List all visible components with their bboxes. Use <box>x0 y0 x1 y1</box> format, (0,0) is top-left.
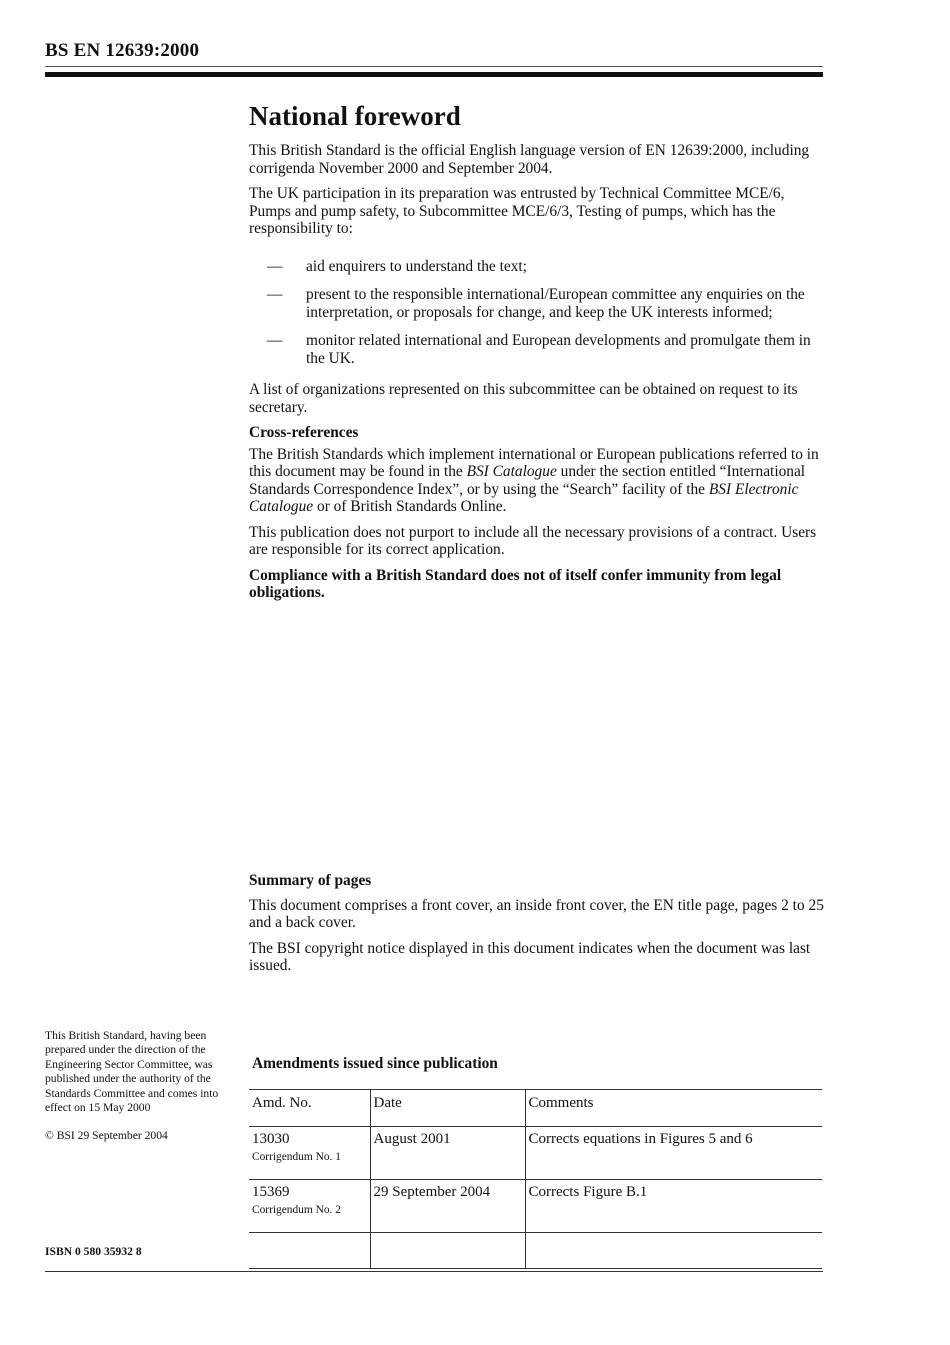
date-cell: August 2001 <box>370 1127 525 1180</box>
column-header: Amd. No. <box>249 1090 370 1127</box>
header-rule-thin <box>45 66 823 67</box>
comments-cell: Corrects equations in Figures 5 and 6 <box>525 1127 822 1180</box>
table-row <box>249 1127 822 1180</box>
list-item: — aid enquirers to understand the text; <box>267 257 527 275</box>
summary-of-pages <box>249 872 824 983</box>
header-rule-thick <box>45 72 823 77</box>
table-row <box>249 1180 822 1233</box>
page-title: National foreword <box>249 101 461 131</box>
isbn: ISBN 0 580 35932 8 <box>45 1245 142 1258</box>
compliance-statement: Compliance with a British Standard does not of itself confer immunity from legal obligations. <box>249 566 782 601</box>
corrigendum-label: Corrigendum No. 1 <box>252 1151 341 1163</box>
bsi-catalogue-ref: BSI Catalogue <box>466 463 557 480</box>
summary-heading: Summary of pages <box>249 872 372 889</box>
document-id: BS EN 12639:2000 <box>45 40 200 61</box>
amendments-table <box>249 1089 822 1269</box>
contract-paragraph: This publication does not purport to include all the necessary provisions of a contract. Users are responsible for its correct application. <box>249 523 817 558</box>
footer-rule <box>45 1271 823 1272</box>
copyright-line: © BSI 29 September 2004 <box>45 1129 168 1143</box>
pages-paragraph: This document comprises a front cover, an inside front cover, the EN title page, pages 2 to 25 and a back cover. <box>249 896 824 931</box>
comments-cell: Corrects Figure B.1 <box>525 1180 822 1233</box>
organizations-paragraph: A list of organizations represented on this subcommittee can be obtained on request to its secretary. <box>249 381 798 416</box>
column-header: Date <box>370 1090 525 1127</box>
date-cell: 29 September 2004 <box>370 1180 525 1233</box>
crossref-heading: Cross-references <box>249 424 359 441</box>
participation-paragraph: The UK participation in its preparation was entrusted by Technical Committee MCE/6, Pumps and pump safety, to Subcommittee MCE/6/3, Testing of pumps, which has the responsibility to: <box>249 185 785 237</box>
dash-marker: — <box>267 257 283 275</box>
list-item: — present to the responsible international/European committee any enquiries on the interpretation, or proposals for change, and keep the UK interests informed; <box>267 286 805 321</box>
dash-marker: — <box>267 332 283 349</box>
copyright-notice-paragraph: The BSI copyright notice displayed in this document indicates when the document was last issued. <box>249 939 811 974</box>
national-foreword <box>249 100 824 610</box>
table-row-empty <box>249 1233 822 1269</box>
table-header-row <box>249 1090 822 1127</box>
dash-marker: — <box>267 286 283 303</box>
intro-paragraph: This British Standard is the official English language version of EN 12639:2000, including corrigenda November 2000 and September 2004. <box>249 142 810 177</box>
crossref-paragraph: The British Standards which implement international or European publications referred to in this document may be found in the BSI Catalogue under the section entitled “International Standards Correspondence Index”, or by using the “Search” facility of the BSI Electronic Catalogue or of British Standards Online. <box>249 445 819 515</box>
publication-sidenote <box>45 1029 235 1158</box>
corrigendum-label: Corrigendum No. 2 <box>252 1204 341 1216</box>
amd-no-cell: 15369 Corrigendum No. 2 <box>249 1180 370 1233</box>
bsi-electronic-catalogue-ref: BSI Electronic Catalogue <box>249 480 799 515</box>
list-item: — monitor related international and European developments and promulgate them in the UK. <box>267 332 811 367</box>
column-header: Comments <box>525 1090 822 1127</box>
amendments-title: Amendments issued since publication <box>252 1055 498 1072</box>
responsibility-list <box>249 258 824 368</box>
sidenote-text: This British Standard, having been prepared under the direction of the Engineering Sector Committee, was published under the authority of the Standards Committee and comes into effect on 15 May 2000 <box>45 1029 219 1115</box>
amd-no-cell: 13030 Corrigendum No. 1 <box>249 1127 370 1180</box>
